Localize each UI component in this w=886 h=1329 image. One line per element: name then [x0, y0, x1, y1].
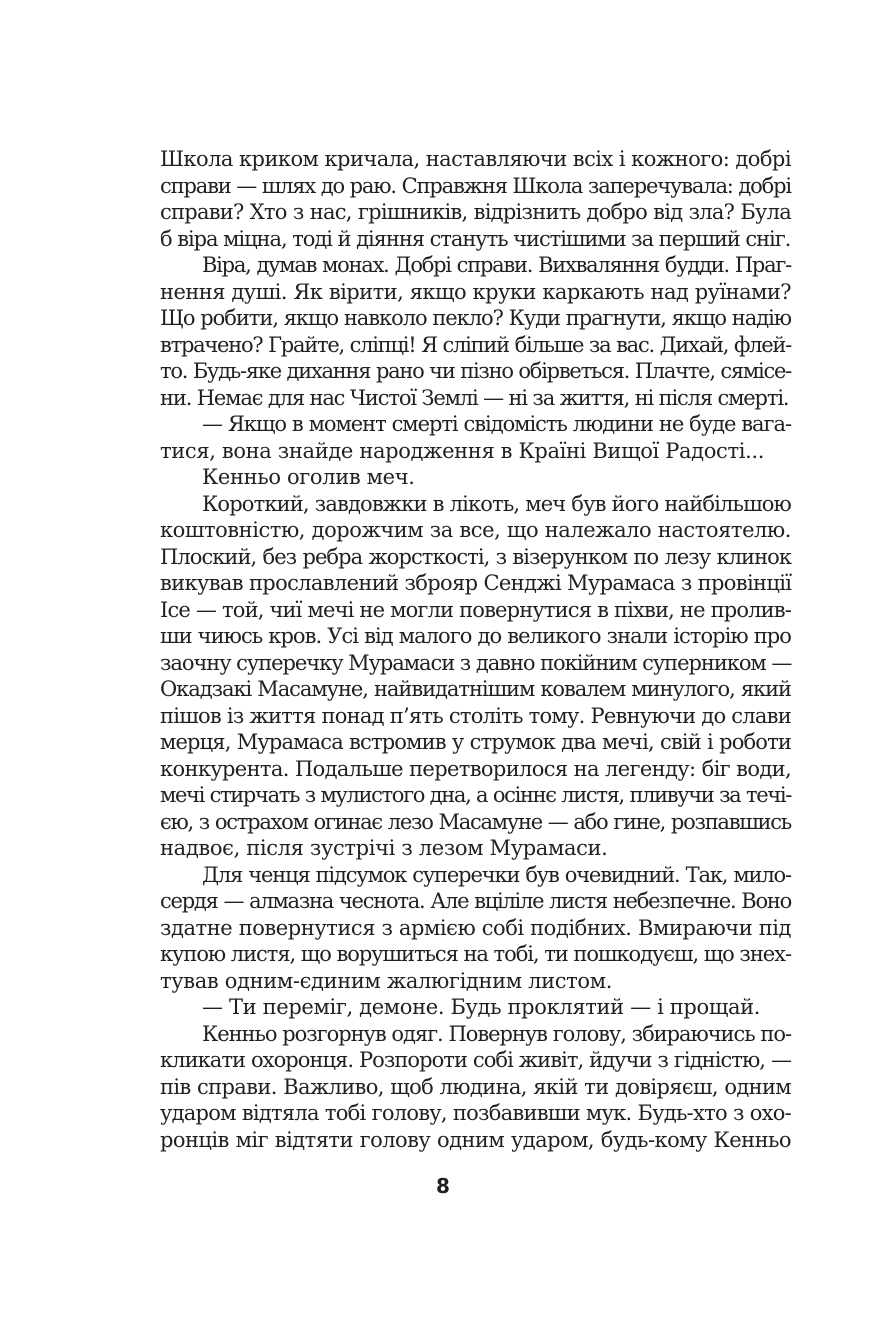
- text-line: надвоє, після зустрічі з лезом Мурамаси.: [160, 836, 608, 860]
- text-line: справи — шлях до раю. Справжня Школа заперечувала: добрі: [160, 173, 791, 198]
- text-line: Кенньо розгорнув одяг. Повернув голову, збираючись по-: [202, 1021, 791, 1046]
- text-line: справи? Хто з нас, грішників, відрізнить добро від зла? Була: [160, 200, 791, 224]
- text-line: Кенньо оголив меч.: [202, 465, 415, 489]
- page-number: 8: [436, 1174, 450, 1198]
- text-line: мечі стирчать з мулистого дна, а осіннє листя, пливучи за течі-: [160, 783, 791, 807]
- text-line: здатне повернутися з армією собі подібних. Вмираючи під: [160, 915, 791, 940]
- text-line: коштовністю, дорожчим за все, що належало настоятелю.: [160, 518, 791, 542]
- text-line: тував одним-єдиним жалюгідним листом.: [160, 968, 613, 993]
- text-line: Для ченця підсумок суперечки був очевидний. Так, мило-: [202, 862, 791, 887]
- text-line: кликати охоронця. Розпороти собі живіт, йдучи з гідністю, —: [160, 1048, 791, 1072]
- text-line: сердя — алмазна чеснота. Але вціліле листя небезпечне. Воно: [160, 889, 791, 913]
- text-line: Школа криком кричала, наставляючи всіх і кожного: добрі: [160, 147, 791, 171]
- text-line: Ісе — той, чиї мечі не могли повернутися в піхви, не пролив-: [160, 597, 791, 622]
- text-line: — Якщо в момент смерті свідомість людини не буде вага-: [202, 412, 791, 436]
- text-line: Окадзакі Масамуне, найвидатнішим ковалем минулого, який: [160, 677, 791, 701]
- body-text: [160, 146, 791, 1153]
- text-line: Короткий, завдовжки в лікоть, меч був його найбільшою: [202, 491, 791, 516]
- text-line: заочну суперечку Мурамаси з давно покійним суперником —: [160, 650, 792, 675]
- text-line: викував прославлений зброяр Сенджі Мурамаса з провінції: [160, 571, 792, 595]
- text-line: пів справи. Важливо, щоб людина, якій ти довіряєш, одним: [160, 1074, 791, 1099]
- text-line: ударом відтяла тобі голову, позбавивши мук. Будь-хто з охо-: [160, 1101, 791, 1125]
- text-line: то. Будь-яке дихання рано чи пізно обірветься. Плачте, сямісе-: [160, 359, 791, 383]
- text-line: конкурента. Подальше перетворилося на легенду: біг води,: [160, 756, 791, 781]
- text-line: нення душі. Як вірити, якщо круки каркають над руїнами?: [160, 279, 791, 304]
- text-line: ши чиюсь кров. Усі від малого до великого знали історію про: [160, 624, 791, 648]
- text-line: купою листя, що ворушиться на тобі, ти пошкодуєш, що знех-: [160, 942, 791, 966]
- text-line: єю, з острахом огинає лезо Масамуне — або гине, розпавшись: [160, 809, 791, 834]
- text-line: б віра міцна, тоді й діяння стануть чистішими за перший сніг.: [160, 226, 791, 251]
- text-line: Плоский, без ребра жорсткості, з візерунком по лезу клинок: [160, 544, 791, 569]
- text-line: ронців міг відтяти голову одним ударом, будь-кому Кенньо: [160, 1127, 791, 1152]
- text-line: втрачено? Грайте, сліпці! Я сліпий більше за вас. Дихай, флей-: [160, 332, 791, 357]
- text-line: Що робити, якщо навколо пекло? Куди прагнути, якщо надію: [160, 306, 791, 330]
- text-line: — Ти переміг, демоне. Будь проклятий — і прощай.: [202, 995, 761, 1019]
- text-line: Віра, думав монах. Добрі справи. Вихваляння будди. Праг-: [202, 253, 791, 277]
- text-line: мерця, Мурамаса встромив у струмок два мечі, свій і роботи: [160, 730, 791, 754]
- text-line: пішов із життя понад п’ять століть тому. Ревнуючи до слави: [160, 703, 791, 728]
- text-line: ни. Немає для нас Чистої Землі — ні за життя, ні після смерті.: [160, 385, 789, 410]
- text-line: тися, вона знайде народження в Країні Вищої Радості...: [160, 438, 765, 463]
